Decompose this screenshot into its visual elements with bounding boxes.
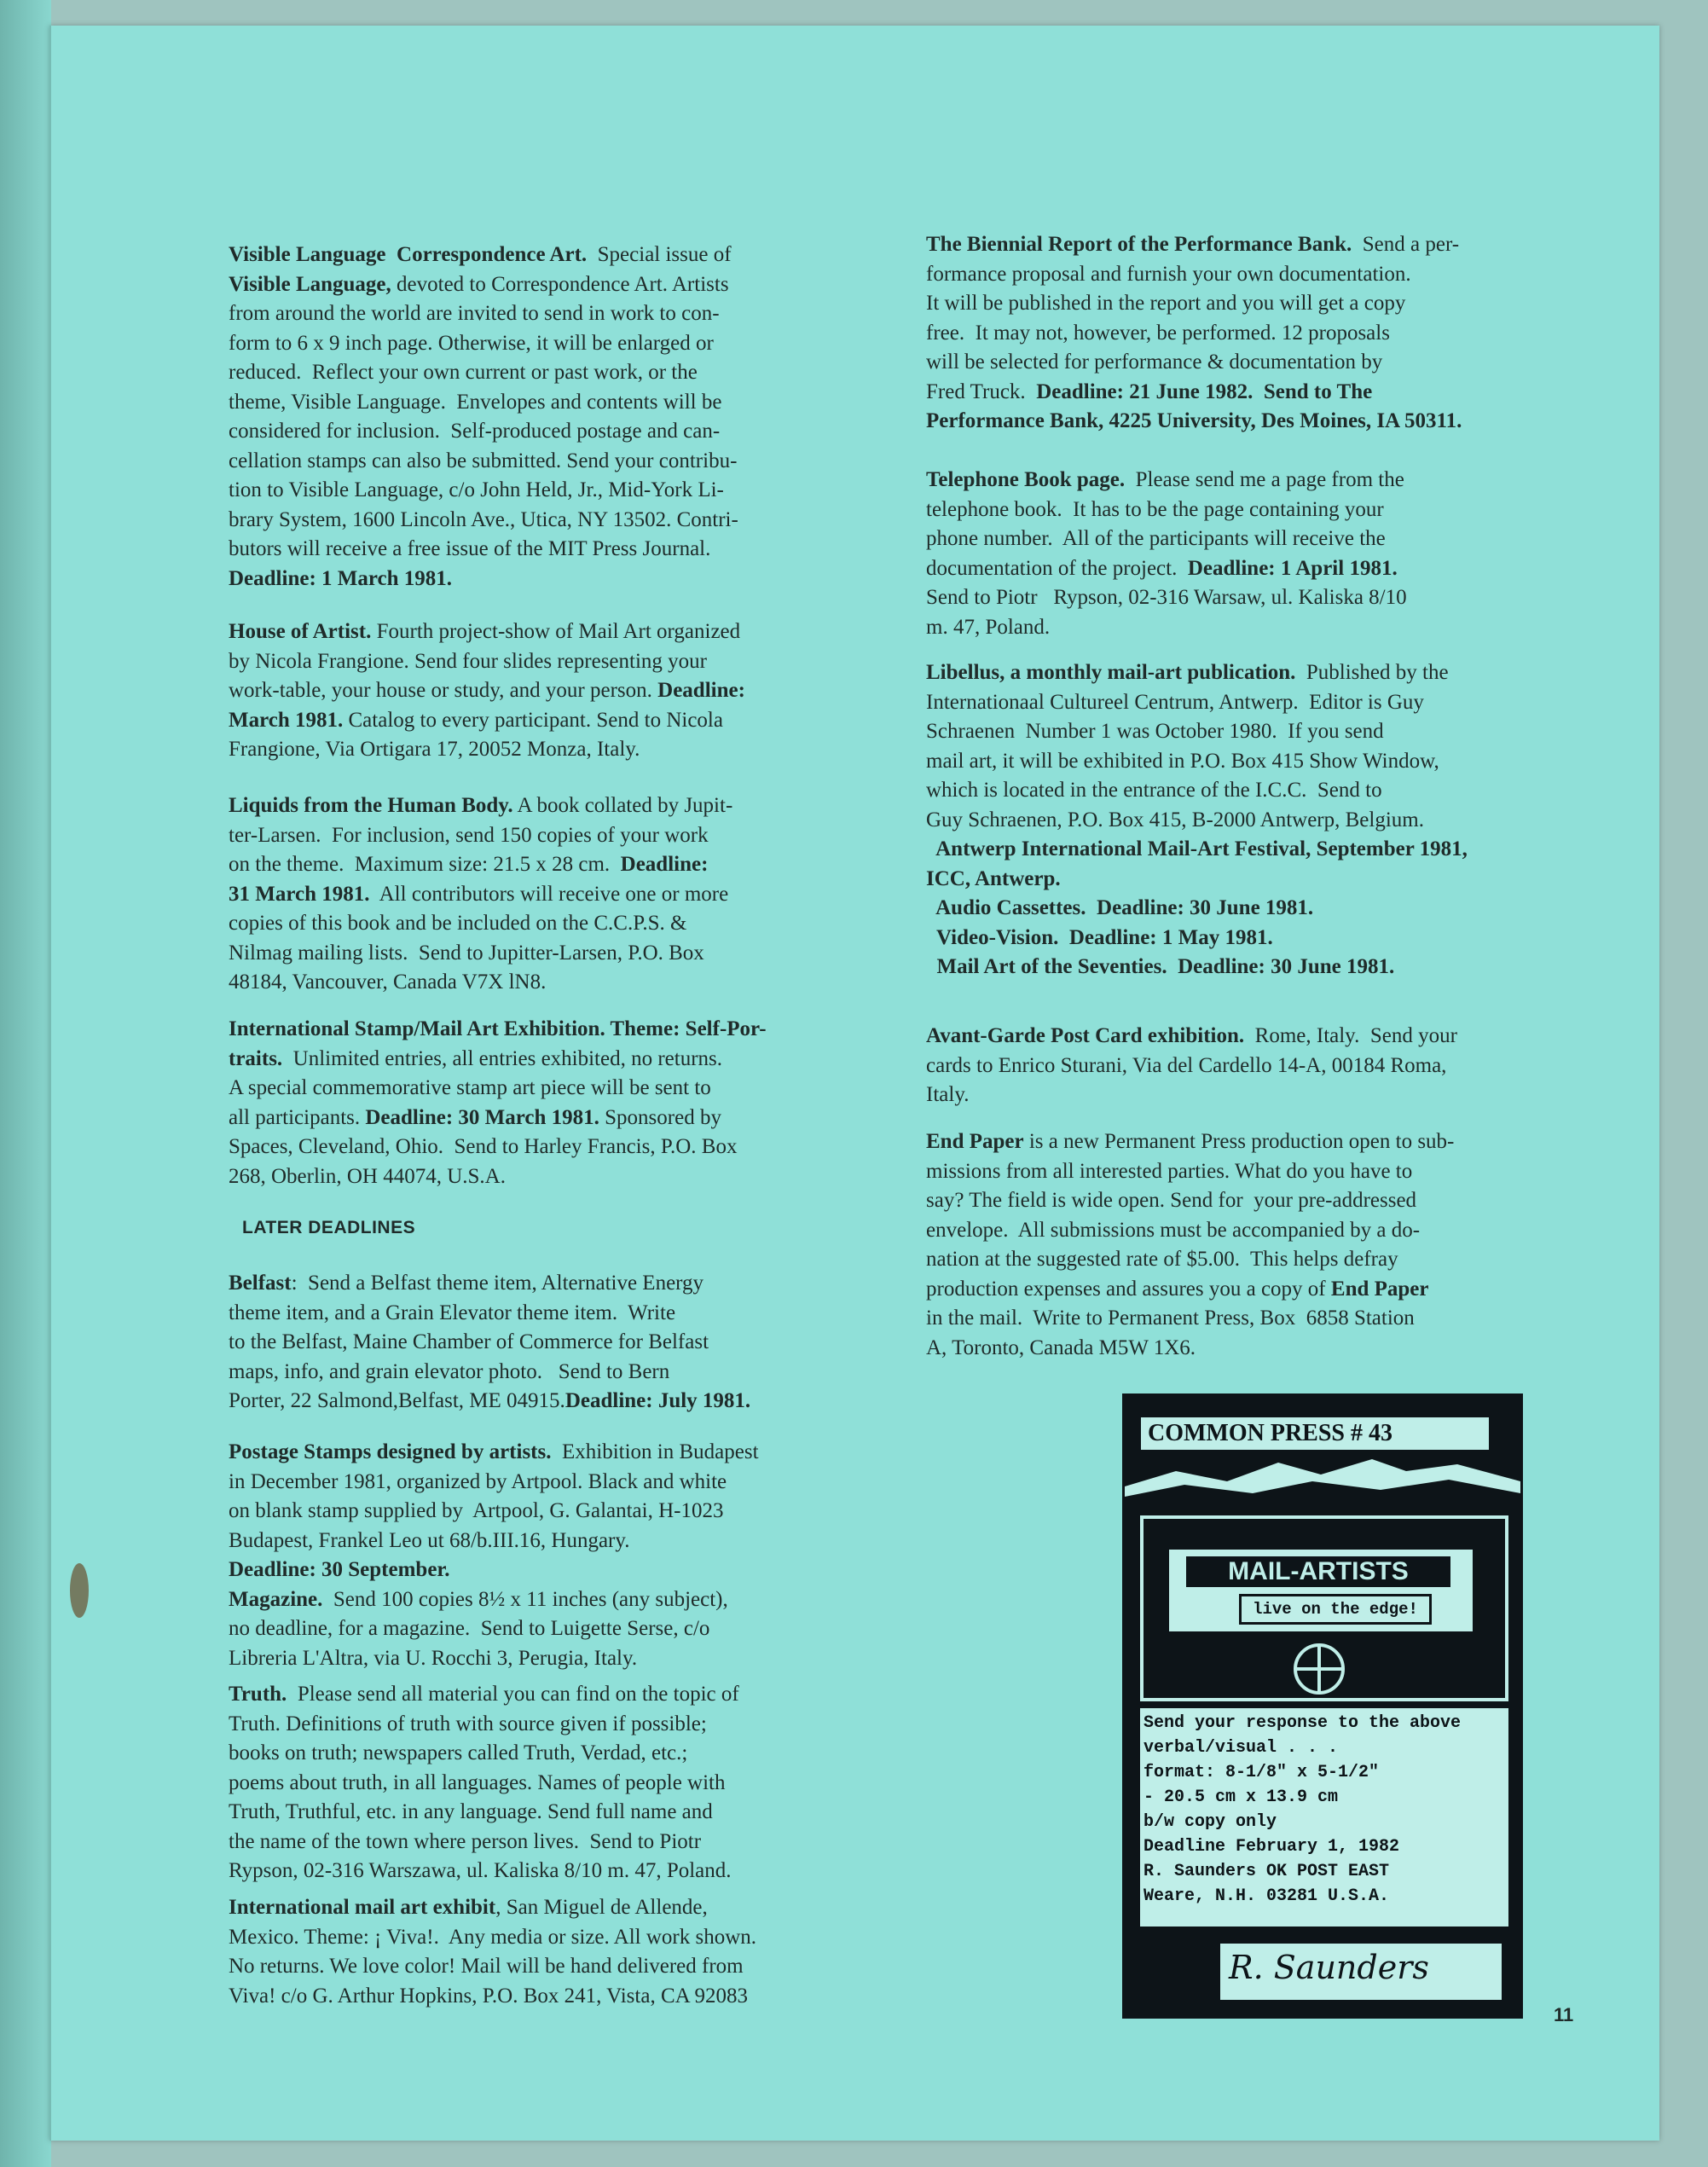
text-line — [229, 1162, 767, 1192]
later-deadlines-heading: LATER DEADLINES — [242, 1218, 416, 1237]
bold-text: Deadline: 1 April 1981. — [1187, 556, 1398, 580]
text-line — [229, 821, 732, 851]
poster-line: Weare, N.H. 03281 U.S.A. — [1143, 1886, 1390, 1906]
text-run: which is located in the entrance of the I.C.C. Send to — [926, 779, 1382, 802]
text-run: Mexico. Theme: ¡ Viva!. Any media or size. All work shown. — [229, 1925, 756, 1949]
text-line — [926, 835, 1468, 865]
bold-text: Liquids from the Human Body. — [229, 794, 513, 817]
text-run: butors will receive a free issue of the MIT Press Journal. — [229, 537, 711, 560]
text-line — [229, 240, 738, 270]
text-run: theme, Visible Language. Envelopes and contents will be — [229, 390, 722, 414]
text-line — [926, 1304, 1454, 1334]
text-line — [229, 617, 745, 647]
text-line — [926, 1275, 1454, 1305]
bold-text: Performance Bank, 4225 University, Des Moines, IA 50311. — [926, 409, 1462, 432]
poster-line: verbal/visual . . . — [1143, 1738, 1339, 1758]
bold-text: International mail art exhibit — [229, 1896, 496, 1919]
poster-line: Send your response to the above — [1143, 1713, 1462, 1733]
text-line — [926, 495, 1407, 525]
text-line — [229, 1497, 759, 1527]
bold-text: March 1981. — [229, 708, 344, 732]
text-line — [229, 1982, 756, 2012]
text-line — [229, 270, 738, 300]
text-line — [229, 565, 738, 594]
bold-text: traits. — [229, 1046, 283, 1070]
text-line — [229, 1952, 756, 1982]
text-line — [229, 1614, 759, 1644]
text-run: All contributors will receive one or more — [369, 882, 729, 906]
text-run: Italy. — [926, 1083, 970, 1106]
text-run: production expenses and assures you a copy of — [926, 1277, 1331, 1301]
text-run: Rypson, 02-316 Warszawa, ul. Kaliska 8/10 m. 47, Poland. — [229, 1859, 732, 1882]
bold-text: End Paper — [926, 1130, 1024, 1153]
text-run: Guy Schraenen, P.O. Box 415, B-2000 Antwerp, Belgium. — [926, 808, 1424, 831]
text-line — [229, 1468, 759, 1498]
text-line — [926, 554, 1407, 584]
text-run: theme item, and a Grain Elevator theme item. Write — [229, 1301, 676, 1324]
text-run: ter-Larsen. For inclusion, send 150 copies of your work — [229, 823, 709, 847]
text-run: form to 6 x 9 inch page. Otherwise, it will be enlarged or — [229, 331, 714, 355]
magazine-page — [49, 26, 1659, 2141]
text-run: Please send all material you can find on the topic of — [287, 1683, 739, 1706]
text-run: in December 1981, organized by Artpool. Black and white — [229, 1469, 727, 1493]
text-run: Spaces, Cleveland, Ohio. Send to Harley Francis, P.O. Box — [229, 1135, 738, 1158]
text-run: free. It may not, however, be performed. 12 proposals — [926, 321, 1390, 345]
text-line — [229, 329, 738, 359]
poster-tagline: live on the edge! — [1239, 1594, 1432, 1625]
text-run: 48184, Vancouver, Canada V7X lN8. — [229, 971, 547, 994]
text-line — [229, 1358, 750, 1388]
text-line — [926, 1157, 1454, 1187]
text-run: cards to Enrico Sturani, Via del Cardello 14-A, 00184 Roma, — [926, 1053, 1447, 1077]
common-press-poster — [1122, 1393, 1523, 2019]
text-line — [229, 1299, 750, 1329]
text-run: Please send me a page from the — [1125, 468, 1404, 491]
bold-text: Truth. — [229, 1683, 287, 1706]
text-run: A book collated by Jupit- — [512, 794, 733, 817]
text-run: copies of this book and be included on the C.C.P.S. & — [229, 912, 687, 935]
bold-text: Deadline: 1 March 1981. — [229, 566, 453, 590]
text-run: tion to Visible Language, c/o John Held, Jr., Mid-York Li- — [229, 478, 724, 501]
text-run: say? The field is wide open. Send for your pre-addressed — [926, 1189, 1417, 1212]
entry-house-of-artist — [229, 617, 745, 765]
poster-info-panel — [1140, 1708, 1508, 1927]
entry-stamp-exhibition — [229, 1015, 767, 1191]
text-line — [926, 1216, 1454, 1246]
text-line — [229, 1680, 739, 1710]
text-run: by Nicola Frangione. Send four slides representing your — [229, 649, 707, 673]
text-run: mail art, it will be exhibited in P.O. Box 415 Show Window, — [926, 749, 1439, 773]
text-run: cellation stamps can also be submitted. Send your contribu- — [229, 449, 738, 472]
text-line — [926, 260, 1462, 290]
text-run: Internationaal Cultureel Centrum, Antwerp. Editor is Guy — [926, 690, 1424, 714]
text-run: envelope. All submissions must be accompanied by a do- — [926, 1218, 1421, 1242]
text-line — [229, 791, 732, 821]
bold-text: Telephone Book page. — [926, 468, 1126, 491]
text-run: A special commemorative stamp art piece will be sent to — [229, 1076, 711, 1099]
poster-header: COMMON PRESS # 43 — [1138, 1415, 1491, 1452]
text-line — [229, 1438, 759, 1468]
text-line — [229, 735, 745, 765]
bold-text: Antwerp International Mail-Art Festival, September 1981, — [926, 837, 1468, 860]
entry-liquids — [229, 791, 732, 998]
text-run: missions from all interested parties. What do you have to — [926, 1159, 1413, 1183]
text-line — [926, 1081, 1457, 1110]
text-line — [926, 524, 1407, 554]
text-line — [229, 1644, 759, 1674]
bold-text: ICC, Antwerp. — [926, 866, 1061, 890]
text-line — [926, 466, 1407, 495]
text-line — [926, 747, 1468, 777]
text-run: Fourth project-show of Mail Art organized — [371, 620, 741, 643]
bold-text: Video-Vision. Deadline: 1 May 1981. — [926, 925, 1273, 949]
text-line — [926, 378, 1462, 408]
text-run: brary System, 1600 Lincoln Ave., Utica, NY 13502. Contri- — [229, 507, 738, 531]
text-run: considered for inclusion. Self-produced postage and can- — [229, 420, 721, 443]
entry-visible-language — [229, 240, 738, 594]
text-run: in the mail. Write to Permanent Press, Box 6858 Station — [926, 1307, 1415, 1330]
text-run: Special issue of — [587, 243, 732, 266]
text-run: Truth. Definitions of truth with source given if possible; — [229, 1712, 707, 1735]
text-run: Sponsored by — [599, 1105, 721, 1129]
text-run: No returns. We love color! Mail will be hand delivered from — [229, 1955, 744, 1978]
text-run: : Send a Belfast theme item, Alternative Energy — [291, 1272, 704, 1295]
bold-text: Deadline: 30 September. — [229, 1558, 450, 1581]
text-run: on the theme. Maximum size: 21.5 x 28 cm. — [229, 853, 621, 876]
text-line — [229, 909, 732, 939]
text-run: A, Toronto, Canada M5W 1X6. — [926, 1336, 1196, 1359]
text-line — [926, 717, 1468, 747]
text-run: from around the world are invited to send in work to con- — [229, 302, 720, 325]
poster-title-band — [1169, 1550, 1473, 1631]
text-line — [926, 1127, 1454, 1157]
poster-title: MAIL-ARTISTS — [1186, 1556, 1450, 1587]
text-run: Truth, Truthful, etc. in any language. Send full name and — [229, 1800, 713, 1823]
crosshair-icon — [1294, 1643, 1345, 1695]
text-run: Published by the — [1295, 661, 1449, 684]
text-line — [229, 299, 738, 329]
bold-text: Postage Stamps designed by artists. — [229, 1440, 552, 1463]
text-line — [229, 676, 745, 706]
entry-postage-stamps — [229, 1438, 759, 1673]
text-run: formance proposal and furnish your own documentation. — [926, 262, 1411, 286]
text-line — [229, 1893, 756, 1923]
bold-text: Visible Language, — [229, 272, 391, 296]
bold-text: Visible Language Correspondence Art. — [229, 243, 588, 266]
text-line — [926, 319, 1462, 349]
text-line — [229, 1556, 759, 1585]
text-run: 268, Oberlin, OH 44074, U.S.A. — [229, 1164, 506, 1188]
text-run: m. 47, Poland. — [926, 615, 1051, 639]
text-run: documentation of the project. — [926, 556, 1188, 580]
binding-spine — [0, 0, 51, 2167]
text-line — [229, 1387, 750, 1417]
bold-text: Deadline: — [620, 853, 709, 876]
text-line — [926, 348, 1462, 378]
text-line — [229, 706, 745, 736]
entry-libellus — [926, 658, 1468, 982]
staple-hole — [70, 1563, 89, 1618]
text-line — [229, 388, 738, 418]
text-line — [926, 1052, 1457, 1081]
signature — [1219, 1942, 1503, 2002]
text-line — [229, 880, 732, 910]
text-line — [926, 658, 1468, 688]
text-run: , San Miguel de Allende, — [495, 1896, 708, 1919]
text-run: Viva! c/o G. Arthur Hopkins, P.O. Box 241, Vista, CA 92083 — [229, 1984, 749, 2008]
text-run: Frangione, Via Ortigara 17, 20052 Monza, Italy. — [229, 738, 640, 761]
text-run: will be selected for performance & documentation by — [926, 351, 1383, 374]
poster-line: Deadline February 1, 1982 — [1143, 1837, 1400, 1857]
text-run: Budapest, Frankel Leo ut 68/b.III.16, Hungary. — [229, 1528, 630, 1552]
text-line — [229, 1710, 739, 1740]
bold-text: House of Artist. — [229, 620, 372, 643]
text-run: the name of the town where person lives. Send to Piotr — [229, 1829, 702, 1853]
text-line — [229, 1828, 739, 1857]
text-line — [926, 1186, 1454, 1216]
bold-text: Libellus, a monthly mail-art publication. — [926, 661, 1296, 684]
entry-avant-garde — [926, 1022, 1457, 1110]
text-run: Exhibition in Budapest — [551, 1440, 759, 1463]
text-run: telephone book. It has to be the page containing your — [926, 497, 1384, 521]
poster-line: R. Saunders OK POST EAST — [1143, 1862, 1390, 1881]
text-run: books on truth; newspapers called Truth, Verdad, etc.; — [229, 1741, 688, 1764]
bold-text: Audio Cassettes. Deadline: 30 June 1981. — [926, 896, 1314, 919]
text-run: Fred Truck. — [926, 380, 1037, 403]
entry-san-miguel — [229, 1893, 756, 2011]
text-line — [229, 506, 738, 536]
text-run: to the Belfast, Maine Chamber of Commerce for Belfast — [229, 1330, 709, 1353]
text-line — [229, 358, 738, 388]
text-run: nation at the suggested rate of $5.00. This helps defray — [926, 1248, 1398, 1271]
entry-performance-bank — [926, 230, 1462, 437]
text-run: Porter, 22 Salmond,Belfast, ME 04915. — [229, 1389, 565, 1412]
text-run: It will be published in the report and you will get a copy — [926, 292, 1406, 315]
text-line — [926, 613, 1407, 643]
text-line — [926, 1245, 1454, 1275]
text-line — [229, 850, 732, 880]
text-line — [229, 1074, 767, 1104]
text-run: devoted to Correspondence Art. Artists — [391, 272, 729, 296]
text-line — [926, 230, 1462, 260]
bold-text: Deadline: 30 March 1981. — [365, 1105, 599, 1129]
poster-frame — [1140, 1515, 1508, 1701]
text-run: reduced. Reflect your own current or past work, or the — [229, 361, 698, 384]
text-run: Send a per- — [1352, 233, 1460, 256]
text-line — [229, 1269, 750, 1299]
text-line — [229, 417, 738, 447]
text-run: Nilmag mailing lists. Send to Jupitter-Larsen, P.O. Box — [229, 941, 704, 965]
text-line — [926, 894, 1468, 924]
text-line — [229, 1015, 767, 1045]
text-line — [229, 1527, 759, 1556]
entry-belfast — [229, 1269, 750, 1417]
text-line — [926, 953, 1468, 982]
text-run: all participants. — [229, 1105, 366, 1129]
entry-end-paper — [926, 1127, 1454, 1363]
text-line — [229, 1585, 759, 1615]
text-line — [229, 1133, 767, 1162]
text-run: Unlimited entries, all entries exhibited, no returns. — [282, 1046, 723, 1070]
text-line — [229, 1104, 767, 1133]
bold-text: Belfast — [229, 1272, 292, 1295]
text-line — [229, 1328, 750, 1358]
bold-text: The Biennial Report of the Performance Bank. — [926, 233, 1352, 256]
text-run: phone number. All of the participants will receive the — [926, 527, 1386, 550]
text-run: on blank stamp supplied by Artpool, G. Galantai, H-1023 — [229, 1499, 724, 1522]
text-line — [926, 776, 1468, 806]
text-line — [926, 924, 1468, 953]
text-line — [926, 1334, 1454, 1364]
text-line — [229, 939, 732, 969]
entry-telephone-book — [926, 466, 1407, 642]
text-line — [926, 583, 1407, 613]
text-run: is a new Permanent Press production open to sub- — [1023, 1130, 1455, 1153]
text-line — [926, 688, 1468, 718]
text-run: work-table, your house or study, and your person. — [229, 679, 658, 702]
bold-text: International Stamp/Mail Art Exhibition. Theme: Self-Por- — [229, 1017, 767, 1040]
torn-paper-graphic — [1125, 1456, 1520, 1507]
text-line — [229, 535, 738, 565]
signature-text: R. Saunders — [1229, 1949, 1429, 1986]
text-line — [229, 1739, 739, 1769]
text-run: Libreria L'Altra, via U. Rocchi 3, Perugia, Italy. — [229, 1646, 638, 1670]
text-run: Catalog to every participant. Send to Nicola — [343, 708, 723, 732]
entry-truth — [229, 1680, 739, 1886]
bold-text: Deadline: July 1981. — [565, 1389, 751, 1412]
bold-text: Avant-Garde Post Card exhibition. — [926, 1024, 1245, 1047]
text-run: no deadline, for a magazine. Send to Luigette Serse, c/o — [229, 1617, 710, 1640]
poster-line: b/w copy only — [1143, 1812, 1277, 1832]
text-line — [229, 1798, 739, 1828]
text-run: Send to Piotr Rypson, 02-316 Warsaw, ul. Kaliska 8/10 — [926, 586, 1407, 609]
bold-text: 31 March 1981. — [229, 882, 370, 906]
text-line — [926, 806, 1468, 836]
text-line — [229, 968, 732, 998]
text-line — [926, 407, 1462, 437]
bold-text: Mail Art of the Seventies. Deadline: 30 June 1981. — [926, 955, 1395, 978]
text-run: Schraenen Number 1 was October 1980. If you send — [926, 720, 1384, 743]
text-run: maps, info, and grain elevator photo. Send to Bern — [229, 1359, 670, 1383]
text-line — [229, 1923, 756, 1953]
text-line — [229, 1045, 767, 1075]
text-line — [926, 1022, 1457, 1052]
text-line — [229, 476, 738, 506]
bold-text: End Paper — [1330, 1277, 1429, 1301]
poster-line: - 20.5 cm x 13.9 cm — [1143, 1787, 1339, 1807]
bold-text: Magazine. — [229, 1587, 323, 1611]
poster-line: format: 8-1/8" x 5-1/2" — [1143, 1763, 1380, 1782]
text-run: Send 100 copies 8½ x 11 inches (any subject), — [322, 1587, 728, 1611]
text-line — [926, 289, 1462, 319]
text-line — [229, 447, 738, 477]
text-line — [926, 865, 1468, 895]
text-run: poems about truth, in all languages. Names of people with — [229, 1770, 726, 1794]
page-number: 11 — [1554, 2004, 1574, 2025]
bold-text: Deadline: 21 June 1982. Send to The — [1036, 380, 1373, 403]
text-run: Rome, Italy. Send your — [1244, 1024, 1457, 1047]
text-line — [229, 647, 745, 677]
text-line — [229, 1769, 739, 1799]
bold-text: Deadline: — [657, 679, 745, 702]
text-line — [229, 1857, 739, 1886]
